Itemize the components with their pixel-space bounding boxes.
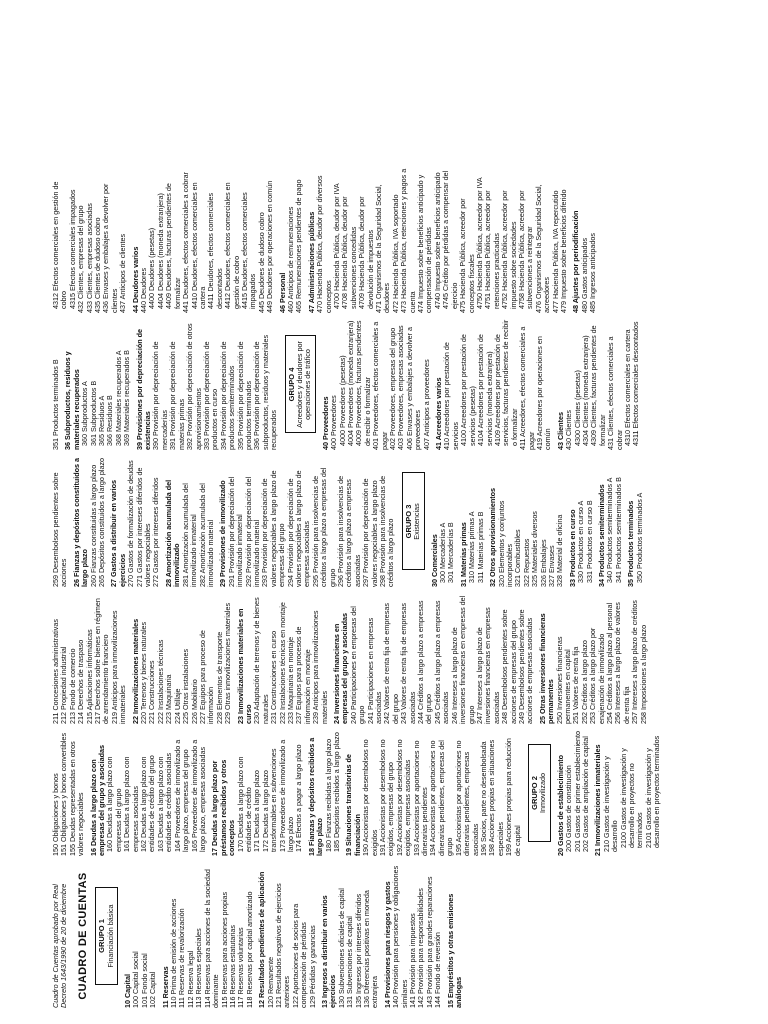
account-item: 202 Gastos de ampliación de capital [580,736,590,852]
account-item: 173 Proveedores de inmovilizado a largo plazo [277,739,295,852]
account-group-heading: 24 Inversiones financieras en empresas del grupo y asociadas [332,612,350,724]
account-item: 190 Accionistas por desembolsos no exigidos [361,739,379,856]
account-item: 233 Maquinaria en montaje [285,636,295,724]
account-item: 232 Instalaciones técnicas en montaje [277,602,287,724]
account-item: 4409 Deudores, facturas pendientes de formalizar [164,183,182,309]
account-item: 4311 Efectos comerciales descontados [631,321,641,446]
account-item: 226 Mobiliario [189,679,199,724]
account-item: 272 Gastos por intereses diferidos [151,477,161,587]
account-item: 194 Accionistas por aportaciones no dinerarias pendientes, empresas del grupo [428,740,455,856]
account-item: 449 Deudores por operaciones en común [265,180,275,313]
account-item: 131 Subvenciones de capital [345,916,355,1008]
account-item: 229 Otras inmovilizaciones materiales [223,602,233,724]
account-item: 4310 Efectos comerciales en cartera [623,329,632,446]
account-item: 185 Depósitos recibidos a largo plazo [332,732,341,852]
account-item: 237 Equipos para procesos de información en montaje [294,626,312,724]
account-item: 247 Intereses a largo plazo de inversiones financieras en empresas asociadas [474,607,501,724]
account-group-heading: 23 Inmovilizaciones materiales en curso [235,608,253,724]
account-item: 111 Reservas de revalorización [177,908,187,1008]
account-group-heading: 21 Inmovilizaciones inmateriales [593,744,603,856]
account-item: 292 Provisión por depreciación del inmovilizado material [243,476,261,587]
account-item: 321 Combustibles [513,529,523,587]
account-item: 297 Provisión por depreciación de valores negociables a largo plazo [361,478,379,587]
account-group-heading: 29 Provisiones de inmovilizado [218,480,228,587]
account-item: 445 Deudores de dudoso cobro [256,212,266,313]
account-list [557,730,662,856]
account-item: 411 Acreedores, efectos comerciales a pagar [518,326,536,450]
account-item: 4411 Deudores, efectos comerciales descontados [206,192,224,309]
account-item: 114 Reservas para acciones de la sociedad dominante [202,869,221,1008]
account-item: 117 Reservas voluntarias [236,927,246,1008]
account-item: 161 Deudas a largo plazo con empresas asociadas [122,756,140,852]
account-item: 231 Construcciones en curso [269,630,279,724]
account-item: 4104 Acreedores por prestación de servicios (moneda extranjera) [476,334,494,446]
account-group-heading: 47 Administraciones públicas [306,211,316,313]
account-item: 4300 Clientes (pesetas) [572,370,582,446]
account-item: 240 Participaciones en empresas del grupo [348,606,367,724]
account-item: 239 Anticipos para inmovilizaciones materiales [311,610,329,724]
account-item: 474 Impuesto sobre beneficios anticipado y compensación de pérdidas [416,174,434,313]
account-item: 4315 Efectos comerciales impagados [67,189,77,309]
account-item: 361 Subproductos B [88,380,98,446]
account-item: 2100 Gastos de investigación y desarrollo en proyectos no terminados [618,748,645,848]
account-list [52,730,522,856]
account-item: 121 Resultados negativos de ejercicios anteriores [273,883,292,1008]
column-3 [0,593,768,724]
account-item: 406 Envases y embalajes a devolver a proveedores [404,326,423,450]
account-item: 116 Reservas estatutarias [227,925,237,1008]
account-item: 4751 Hacienda Pública, acreedor por retenciones practicadas [483,190,501,309]
group-3-name: Existencias [412,503,422,540]
account-item: 151 Obligaciones y bonos convertibles [59,732,69,856]
account-item: 242 Valores de renta fija de empresas del grupo [382,603,400,724]
account-item: 480 Gastos anticipados [579,237,589,313]
group-2-label: GRUPO 2 [529,776,539,810]
account-item: 246 Intereses a largo plazo de inversiones financieras en empresas del grupo [449,595,476,724]
account-item: 282 Amortización acumulada del inmovilizado material [197,483,215,587]
account-group-heading: 18 Fianzas y depósitos recibidos a largo plazo [306,737,325,856]
account-group-heading: 43 Clientes [555,412,565,450]
account-item: 221 Construcciones [147,660,157,724]
account-item: 256 Intereses a largo plazo de valores de renta fija [613,602,631,724]
account-item: 258 Imposiciones a largo plazo [638,624,648,724]
account-item: 253 Créditos a largo plazo por enajenación de inmovilizado [588,627,606,724]
account-item: 365 Residuos A [97,395,107,446]
account-item: 227 Equipos para proceso de información [197,630,216,724]
account-item: 341 Productos semiterminados B [613,477,623,583]
account-item: 294 Provisión por depreciación de valores negociables a largo plazo de empresas asociadas [285,470,312,587]
account-item: 295 Provisión para insolvencias de créditos a largo plazo a empresas del grupo [310,467,337,587]
account-item: 475 Hacienda Pública, acreedor por conceptos fiscales [458,198,476,313]
account-group-heading: 39 Provisiones por depreciación de existencias [134,328,153,450]
account-item: 215 Aplicaciones informáticas [84,629,94,724]
account-item: 432 Clientes, empresas del grupo [76,205,86,313]
account-item: 214 Derechos de traspaso [76,639,86,724]
account-item: 212 Propiedad industrial [59,646,69,724]
account-list [52,593,648,724]
account-item: 4750 Hacienda Pública, acreedor por IVA [474,177,484,309]
column-5 [0,319,768,450]
account-item: 251 Valores de renta fija [571,646,581,724]
account-item: 223 Maquinaria [164,674,174,724]
group-1-label: GRUPO 1 [97,919,107,953]
account-item: 228 Elementos de transporte [214,631,224,724]
account-item: 199 Acciones propias para reducción de capital [504,738,522,856]
account-item: 195 Accionistas por aportaciones no dinerarias pendientes, empresas asociadas [453,740,480,856]
account-item: 211 Concesiones administrativas [51,619,60,724]
account-item: 471 Organismos de la Seguridad Social, deudores [374,184,392,313]
account-item: 241 Participaciones en empresas asociadas [365,617,384,724]
account-item: 301 Mercaderías B [446,522,456,583]
account-item: 391 Provisión por depreciación de materias primas [168,341,186,450]
account-item: 433 Clientes, empresas asociadas [84,203,94,313]
account-item: 340 Productos semiterminados A [605,477,615,583]
account-item: 4000 Proveedores (pesetas) [337,355,347,446]
account-item: 320 Elementos y conjuntos incorporables [496,500,514,587]
account-item: 150 Obligaciones y bonos [51,773,60,856]
group-2-name: Inmovilizado [538,773,548,813]
account-item: 129 Pérdidas y ganancias [307,925,317,1008]
account-item: 281 Amortización acumulada del inmovilizado inmaterial [180,483,199,587]
account-group-heading: 48 Ajustes por periodificación [571,210,581,313]
account-item: 326 Embalajes [538,539,548,587]
account-group-heading: 31 Materias primas [458,522,468,587]
account-item: 252 Créditos a largo plazo [579,640,589,724]
account-item: 191 Accionistas por desembolsos no exigidos, empresas del grupo [378,739,396,856]
account-group-heading: 34 Productos semiterminados [596,484,606,587]
account-item: 4304 Clientes (moneda extranjera) [580,335,590,446]
account-group-heading: 16 Deudas a largo plazo con empresas del grupo y asociadas [88,744,107,856]
account-item: 331 Productos en curso B [584,500,594,583]
account-item: 113 Reservas especiales [194,928,204,1008]
account-group-heading: 35 Productos terminados [626,500,636,587]
account-group-heading: 13 Ingresos a distribuir en varios ejercicios [319,895,338,1008]
account-item: 310 Materias primas A [467,511,477,583]
group-2-box [528,744,551,842]
account-item: 243 Valores de renta fija de empresas asociadas [399,603,417,724]
group-3-label: GRUPO 3 [403,504,413,539]
account-item: 225 Otras instalaciones [181,648,191,724]
account-group-heading: 19 Situaciones transitorias de financiación [344,754,362,856]
account-item: 102 Capital [148,971,158,1008]
account-item: 141 Provisión para impuestos [408,913,418,1008]
account-item: 4758 Hacienda Pública, acreedor por subvenciones a reintegrar [516,190,535,309]
account-item: 143 Provisión para grandes reparaciones [424,876,434,1008]
account-item: 171 Deudas a largo plazo [252,770,262,852]
account-item: 366 Residuos B [105,395,115,446]
account-list [124,864,463,1008]
account-item: 155 Deudas representadas en otros valores negociables [67,741,86,856]
account-item: 250 Inversiones financieras permanentes en capital [554,636,572,724]
account-item: 259 Desembolsos pendientes sobre acciones [51,472,69,587]
account-group-heading: 10 Capital [123,974,133,1008]
account-item: 118 Reservas por capital amortizado [244,891,254,1008]
account-group-heading: 26 Fianzas y depósitos constituidos a largo plazo [71,457,90,587]
account-item: 395 Provisión por depreciación de productos terminados [235,341,253,450]
account-item: 162 Deudas a largo plazo con entidades de crédito del grupo [139,755,157,852]
account-group-heading: 28 Amortización acumulada del inmovilizado [163,479,182,587]
account-item: 435 Clientes de dudoso cobro [93,217,103,313]
account-group-heading: 20 Gastos de establecimiento [555,754,565,856]
account-item: 4410 Deudores, efectos comerciales en cartera [189,182,207,309]
account-item: 300 Mercaderías A [438,522,448,583]
account-item: 4004 Proveedores (moneda extranjera) [346,320,355,446]
account-item: 4109 Acreedores por prestación de servicios, facturas pendientes de recibir o formalizar [492,319,519,446]
group-4-box [285,336,316,434]
account-item: 330 Productos en curso A [576,500,586,583]
account-item: 219 Anticipos para inmovilizaciones inmateriales [109,610,128,724]
account-item: 2101 Gastos de investigación y desarrollo en proyectos terminados [643,735,662,848]
account-item: 260 Fianzas constituidas a largo plazo [88,464,98,587]
group-1-name: Financiación básica [105,904,115,968]
account-group-heading: 11 Reservas [160,966,170,1008]
account-item: 392 Provisión por depreciación de otros aprovisionamientos [185,323,203,450]
account-item: 120 Remanente [265,956,275,1008]
account-item: 192 Accionistas por desembolsos no exigidos, empresas asociadas [394,739,413,856]
account-item: 472 Hacienda Pública, IVA soportado [390,194,400,313]
account-item: 210 Gastos de investigación y desarrollo [601,756,620,852]
account-item: 477 Hacienda Pública, IVA repercutido [550,190,560,313]
account-group-heading: 22 Inmovilizaciones materiales [130,618,140,724]
account-item: 325 Materiales diversos [530,511,540,587]
account-group-heading: 14 Provisiones para riesgos y gastos [382,881,392,1008]
account-item: 100 Capital social [131,951,141,1008]
column-1 [0,864,768,1024]
account-item: 213 Fondo de comercio [67,648,77,724]
account-item: 4745 Crédito por pérdidas a compensar del ejercicio [441,170,459,309]
account-item: 368 Materiales recuperados A [113,350,123,446]
account-item: 165 Proveedores de inmovilizado a largo plazo, empresas asociadas [189,739,207,852]
account-item: 257 Intereses a largo plazo de créditos [630,600,640,724]
group-3-box [402,473,425,571]
account-item: 298 Provisión para insolvencias de créditos a largo plazo [378,475,396,587]
account-list [52,167,598,313]
account-item: 222 Instalaciones técnicas [155,639,165,724]
account-list [322,319,641,450]
account-item: 441 Deudores, efectos comerciales a cobrar [181,171,191,313]
account-item: 440 Deudores [139,267,149,313]
account-item: 419 Acreedores por operaciones en común [534,336,553,450]
account-item: 400 Proveedores [329,395,339,450]
account-item: 465 Remuneraciones pendientes de pago [294,179,304,313]
account-item: 293 Provisión por depreciación de valores negociables a largo plazo de empresas del grupo [260,470,287,587]
decree-note: Cuadro de Cuentas aprobado por Real Decreto 1643/1990 de 20 de diciembre [51,883,69,1008]
account-item: 328 Material de oficina [555,514,565,587]
account-group-heading: 17 Deudas a largo plazo por préstamos recibidos y otros conceptos [210,759,237,856]
account-item: 476 Organismos de la Seguridad Social, acreedores [533,184,552,313]
account-item: 4100 Acreedores por prestación de servicios (pesetas) [459,334,477,446]
account-item: 254 Créditos a largo plazo al personal [605,602,614,724]
account-item: 4700 Hacienda Pública, deudor por IVA [332,183,341,309]
account-item: 296 Provisión para insolvencias de créditos a largo plazo a empresas asociadas [336,475,362,587]
account-item: 144 Fondo de reversión [433,932,443,1008]
account-item: 4709 Hacienda Pública, deudor por devolución de impuestos [357,196,375,309]
account-item: 291 Provisión por depreciación del inmovilizado inmaterial [226,476,245,587]
account-item: 4708 Hacienda Pública, deudor por subvenciones concedidas [340,196,358,309]
account-item: 174 Efectos a pagar a largo plazo [294,744,304,852]
account-list [52,456,396,587]
account-item: 244 Créditos a largo plazo a empresas del grupo [416,600,434,724]
account-item: 112 Reserva legal [185,950,195,1008]
account-item: 270 Gastos de formalización de deudas [126,460,136,587]
account-item: 4740 Impuesto sobre beneficios anticipado [432,172,442,309]
account-group-heading: 12 Resultados pendientes de aplicación [257,871,267,1008]
account-item: 180 Fianzas recibidas a largo plazo [323,738,333,852]
account-item: 135 Ingresos por intereses diferidos [353,893,363,1008]
account-item: 460 Anticipos de remuneraciones [285,206,295,313]
account-item: 393 Provisión por depreciación de productos en curso [201,341,220,450]
account-item: 396 Provisión por depreciación de subproductos, residuos y materiales recuperados [252,334,279,450]
account-item: 350 Productos terminados A [634,492,644,583]
account-group-heading: 15 Empréstitos y otras emisiones análogas [445,893,464,1008]
account-item: 271 Gastos por intereses diferidos de valores negociables [134,467,153,587]
account-item: 403 Proveedores, empresas asociadas [396,325,406,450]
account-item: 115 Reservas para acciones propias [219,891,229,1008]
account-item: 170 Deudas a largo plazo con entidades de crédito [235,756,253,852]
account-item: 390 Provisión por depreciación de mercaderías [151,341,169,450]
account-item: 220 Terrenos y bienes naturales [139,621,149,724]
account-item: 163 Deudas a largo plazo con entidades de crédito asociadas [155,752,174,852]
account-group-heading: 33 Productos en curso [567,509,577,587]
account-item: 201 Gastos de primer establecimiento [572,730,582,852]
account-item: 351 Productos terminados B [51,359,60,450]
account-item: 140 Provisión para pensiones y obligaciones similares [391,865,409,1008]
account-item: 436 Envases y embalajes a devolver por clientes [101,183,119,313]
account-item: 4415 Deudores, efectos comerciales impagados [239,192,258,309]
account-item: 470 Hacienda Pública, deudor por diversos conceptos [315,175,333,313]
page-title: CUADRO DE CUENTAS [76,872,89,1000]
column-4 [0,456,768,587]
account-item: 4404 Deudores (moneda extranjera) [155,193,165,309]
account-group-heading: 25 Otras inversiones financieras permanentes [537,613,556,724]
account-item: 265 Depósitos constituidos a largo plazo [97,457,107,587]
account-item: 4312 Efectos comerciales en gestión de cobro [51,181,69,309]
column-6 [0,167,768,313]
account-list [431,456,644,587]
account-item: 249 Desembolsos pendientes sobre acciones de empresas asociadas [516,609,535,724]
account-item: 4009 Proveedores, facturas pendientes de recibir o formalizar [354,320,372,446]
account-group-heading: 44 Deudores varios [130,246,140,313]
account-group-heading: 30 Comerciales [429,534,439,587]
account-item: 485 Ingresos anticipados [588,233,598,313]
account-item: 224 Utillaje [172,688,182,724]
account-item: 122 Aportaciones de socios para compensación de pérdidas [290,903,309,1008]
account-item: 311 Materias primas B [475,511,485,583]
account-item: 198 Acciones propias en situaciones especiales [487,739,505,856]
account-list [52,319,279,450]
account-item: 4412 Deudores, efectos comerciales en gestión de cobro [223,182,241,309]
account-item: 479 Impuesto sobre beneficios diferido [558,189,568,313]
account-item: 164 Proveedores de inmovilizado a largo plazo, empresas del grupo [172,739,191,852]
account-group-heading: 32 Otros aprovisionamientos [488,487,498,587]
account-item: 196 Socios, parte no desembolsada [478,741,488,856]
account-item: 473 Hacienda Pública, retenciones y pagos a cuenta [399,168,417,313]
column-2 [0,730,768,856]
account-item: 200 Gastos de constitución [564,765,574,852]
account-item: 322 Repuestos [521,538,531,587]
account-item: 193 Accionistas por aportaciones no dinerarias pendientes [411,740,430,856]
account-item: 110 Prima de emisión de acciones [169,898,179,1008]
account-item: 245 Créditos a largo plazo a empresas asociadas [432,600,451,724]
account-item: 142 Provisión para responsabilidades [416,888,426,1008]
account-group-heading: 46 Personal [277,272,287,313]
account-item: 401 Proveedores, efectos comerciales a pagar [371,321,389,450]
account-item: 369 Materiales recuperados B [122,350,132,446]
account-item: 101 Fondo social [139,953,149,1008]
account-item: 437 Anticipos de clientes [118,233,128,313]
account-item: 410 Acreedores por prestación de servicios [442,342,460,450]
account-item: 4400 Deudores (pesetas) [147,227,157,309]
account-item: 4752 Hacienda Pública, acreedor por impuesto sobre sociedades [500,190,518,309]
account-group-heading: 36 Subproductos, residuos y materiales recuperados [63,351,81,450]
account-item: 130 Subvenciones oficiales de capital [336,888,346,1008]
account-item: 230 Adaptación de terrenos y de bienes naturales [252,597,270,724]
account-item: 430 Clientes [564,410,574,450]
account-item: 407 Anticipos a proveedores [421,359,431,450]
account-item: 4309 Clientes, facturas pendientes de formalizar [589,325,607,446]
group-4-name: Acreedores y deudores por operaciones de tráfico [294,341,313,428]
account-group-heading: 27 Gastos a distribuir en varios ejercicios [109,479,127,587]
account-item: 136 Diferencias positivas en moneda extranjera [362,890,380,1008]
account-group-heading: 41 Acreedores varios [434,377,444,450]
account-group-heading: 40 Proveedores [320,396,330,450]
group-1-box [95,887,118,985]
account-item: 160 Deudas a largo plazo con empresas del grupo [105,756,123,852]
account-item: 360 Subproductos A [80,381,90,446]
account-item: 402 Proveedores, empresas del grupo [388,327,398,450]
account-item: 172 Deudas a largo plazo transformables en subvenciones [260,748,279,852]
account-item: 217 Derechos sobre bienes en régimen de arrendamiento financiero [93,598,111,724]
account-item: 248 Desembolsos pendientes sobre acciones de empresas del grupo [500,609,518,724]
account-item: 327 Envases [546,545,556,587]
group-4-label: GRUPO 4 [286,367,296,402]
account-item: 394 Provisión por depreciación de productos semiterminados [218,341,237,450]
account-item: 431 Clientes, efectos comerciales a cobrar [606,336,624,450]
